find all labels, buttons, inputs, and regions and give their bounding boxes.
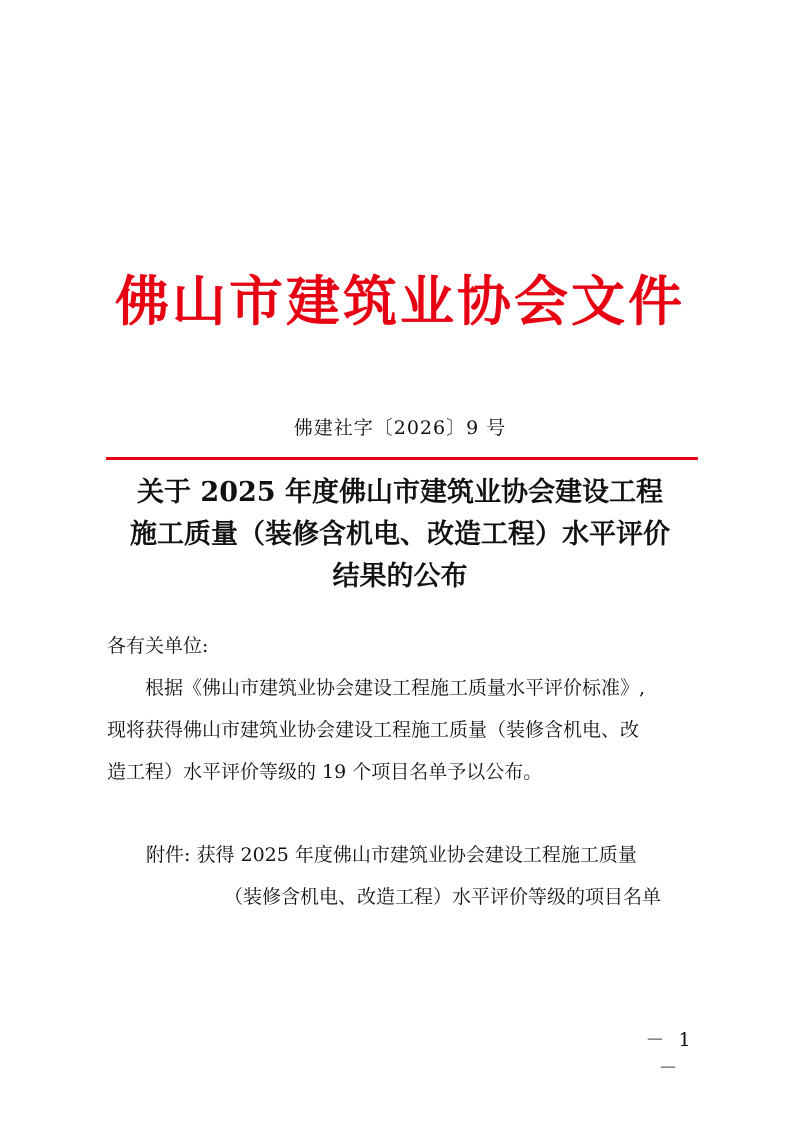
org-masthead: 佛山市建筑业协会文件 — [115, 270, 685, 333]
title-line-3: 结果的公布 — [332, 561, 468, 592]
salutation: 各有关单位: — [107, 635, 209, 657]
attachment-note — [146, 834, 661, 918]
paragraph-line-1: 根据《佛山市建筑业协会建设工程施工质量水平评价标准》, — [145, 677, 646, 699]
title-line-2: 施工质量（装修含机电、改造工程）水平评价 — [130, 519, 670, 550]
body-paragraph — [107, 667, 707, 793]
paragraph-line-2: 现将获得佛山市建筑业协会建设工程施工质量（装修含机电、改 — [107, 719, 640, 741]
attachment-line-2: （装修含机电、改造工程）水平评价等级的项目名单 — [224, 886, 662, 908]
attachment-line-1: 附件: 获得 2025 年度佛山市建筑业协会建设工程施工质量 — [146, 844, 637, 866]
document-number: 佛建社字〔2026〕9 号 — [293, 417, 507, 439]
red-divider-line — [106, 457, 698, 460]
title-line-1: 关于 2025 年度佛山市建筑业协会建设工程 — [137, 477, 663, 508]
paragraph-line-3: 造工程）水平评价等级的 19 个项目名单予以公布。 — [107, 761, 543, 783]
document-title — [90, 472, 710, 598]
page-number: － 1 － — [645, 1029, 695, 1079]
